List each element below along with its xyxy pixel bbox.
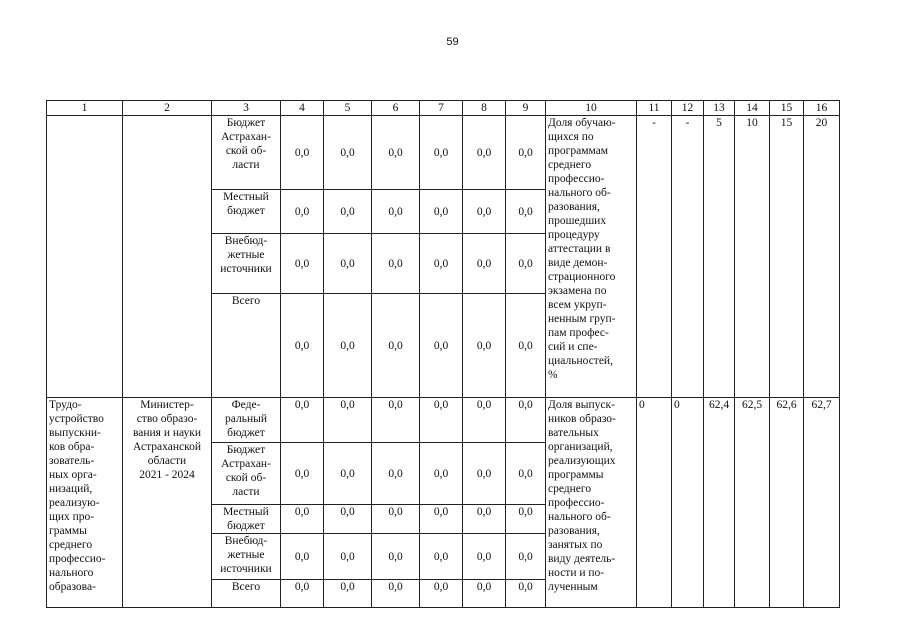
funding-source: Местный бюджет [212,505,281,534]
funding-source: Местный бюджет [212,190,281,234]
value-cell: 0,0 [281,190,324,234]
header-cell: 7 [420,101,463,116]
value-cell: 0,0 [463,294,506,398]
value-cell: 0,0 [372,505,420,534]
value-cell: 0,0 [463,234,506,294]
funding-source: Внебюд- жетные источники [212,534,281,580]
target-value: 62,5 [735,398,770,608]
target-value: 15 [770,116,804,398]
target-value: 0 [672,398,704,608]
value-cell: 0,0 [372,294,420,398]
value-cell: 0,0 [281,580,324,608]
value-cell: 0,0 [506,116,546,190]
value-cell: 0,0 [372,534,420,580]
value-cell: 0,0 [420,534,463,580]
header-cell: 6 [372,101,420,116]
value-cell: 0,0 [372,116,420,190]
value-cell: 0,0 [324,580,372,608]
value-cell: 0,0 [506,234,546,294]
value-cell: 0,0 [372,580,420,608]
value-cell: 0,0 [281,505,324,534]
header-cell: 3 [212,101,281,116]
value-cell: 0,0 [281,398,324,443]
value-cell: 0,0 [281,116,324,190]
header-cell: 4 [281,101,324,116]
table-row [47,116,840,190]
value-cell: 0,0 [506,534,546,580]
target-value: 5 [704,116,735,398]
program-table [46,100,840,608]
value-cell: 0,0 [506,398,546,443]
value-cell: 0,0 [372,190,420,234]
value-cell: 0,0 [463,398,506,443]
executor-cell [123,116,212,398]
funding-source: Феде- ральный бюджет [212,398,281,443]
value-cell: 0,0 [324,116,372,190]
value-cell: 0,0 [324,294,372,398]
header-cell: 13 [704,101,735,116]
value-cell: 0,0 [506,443,546,505]
value-cell: 0,0 [420,116,463,190]
value-cell: 0,0 [506,190,546,234]
measure-text: Трудо- устройство выпускни- ков обра- зователь- ных орга- низаций, реализую- щих про- граммы среднего профессио- нального образова- [47,398,123,608]
header-cell: 5 [324,101,372,116]
value-cell: 0,0 [324,190,372,234]
value-cell: 0,0 [420,190,463,234]
value-cell: 0,0 [324,398,372,443]
value-cell: 0,0 [324,534,372,580]
value-cell: 0,0 [420,505,463,534]
value-cell: 0,0 [324,443,372,505]
target-value: - [637,116,672,398]
header-cell: 16 [804,101,840,116]
value-cell: 0,0 [506,505,546,534]
header-cell: 15 [770,101,804,116]
executor-text: Министер- ство образо- вания и науки Астраханской области 2021 - 2024 [123,398,212,608]
value-cell: 0,0 [463,116,506,190]
header-row [47,101,840,116]
funding-source: Всего [212,580,281,608]
header-cell: 2 [123,101,212,116]
page-number: 59 [446,36,459,48]
funding-source: Всего [212,294,281,398]
value-cell: 0,0 [281,443,324,505]
header-cell: 11 [637,101,672,116]
header-cell: 8 [463,101,506,116]
value-cell: 0,0 [324,505,372,534]
header-cell: 12 [672,101,704,116]
value-cell: 0,0 [372,234,420,294]
value-cell: 0,0 [463,505,506,534]
target-value: 62,4 [704,398,735,608]
indicator-text: Доля обучаю- щихся по программам среднего профессио- нального об- разования, прошедших процедуру аттестации в виде демон- страционного экзамена по всем укруп- ненным груп- пам профес- сий и спе- циальностей, % [546,116,637,398]
measure-cell [47,116,123,398]
header-cell: 9 [506,101,546,116]
value-cell: 0,0 [463,190,506,234]
header-cell: 10 [546,101,637,116]
funding-source: Внебюд- жетные источники [212,234,281,294]
value-cell: 0,0 [420,398,463,443]
target-value: - [672,116,704,398]
target-value: 20 [804,116,840,398]
value-cell: 0,0 [281,234,324,294]
target-value: 62,6 [770,398,804,608]
value-cell: 0,0 [420,580,463,608]
value-cell: 0,0 [506,580,546,608]
value-cell: 0,0 [324,234,372,294]
value-cell: 0,0 [420,294,463,398]
header-cell: 1 [47,101,123,116]
header-cell: 14 [735,101,770,116]
target-value: 10 [735,116,770,398]
target-value: 62,7 [804,398,840,608]
indicator-text: Доля выпуск- ников образо- вательных организаций, реализующих программы среднего профессио- нального об- разования, занятых по виду деятель- ности и по- лученным [546,398,637,608]
value-cell: 0,0 [506,294,546,398]
value-cell: 0,0 [372,443,420,505]
value-cell: 0,0 [463,443,506,505]
value-cell: 0,0 [281,294,324,398]
funding-source: Бюджет Астрахан- ской об- ласти [212,116,281,190]
value-cell: 0,0 [463,580,506,608]
funding-source: Бюджет Астрахан- ской об- ласти [212,443,281,505]
target-value: 0 [637,398,672,608]
table-row [47,398,840,443]
value-cell: 0,0 [463,534,506,580]
value-cell: 0,0 [420,443,463,505]
value-cell: 0,0 [420,234,463,294]
value-cell: 0,0 [372,398,420,443]
value-cell: 0,0 [281,534,324,580]
